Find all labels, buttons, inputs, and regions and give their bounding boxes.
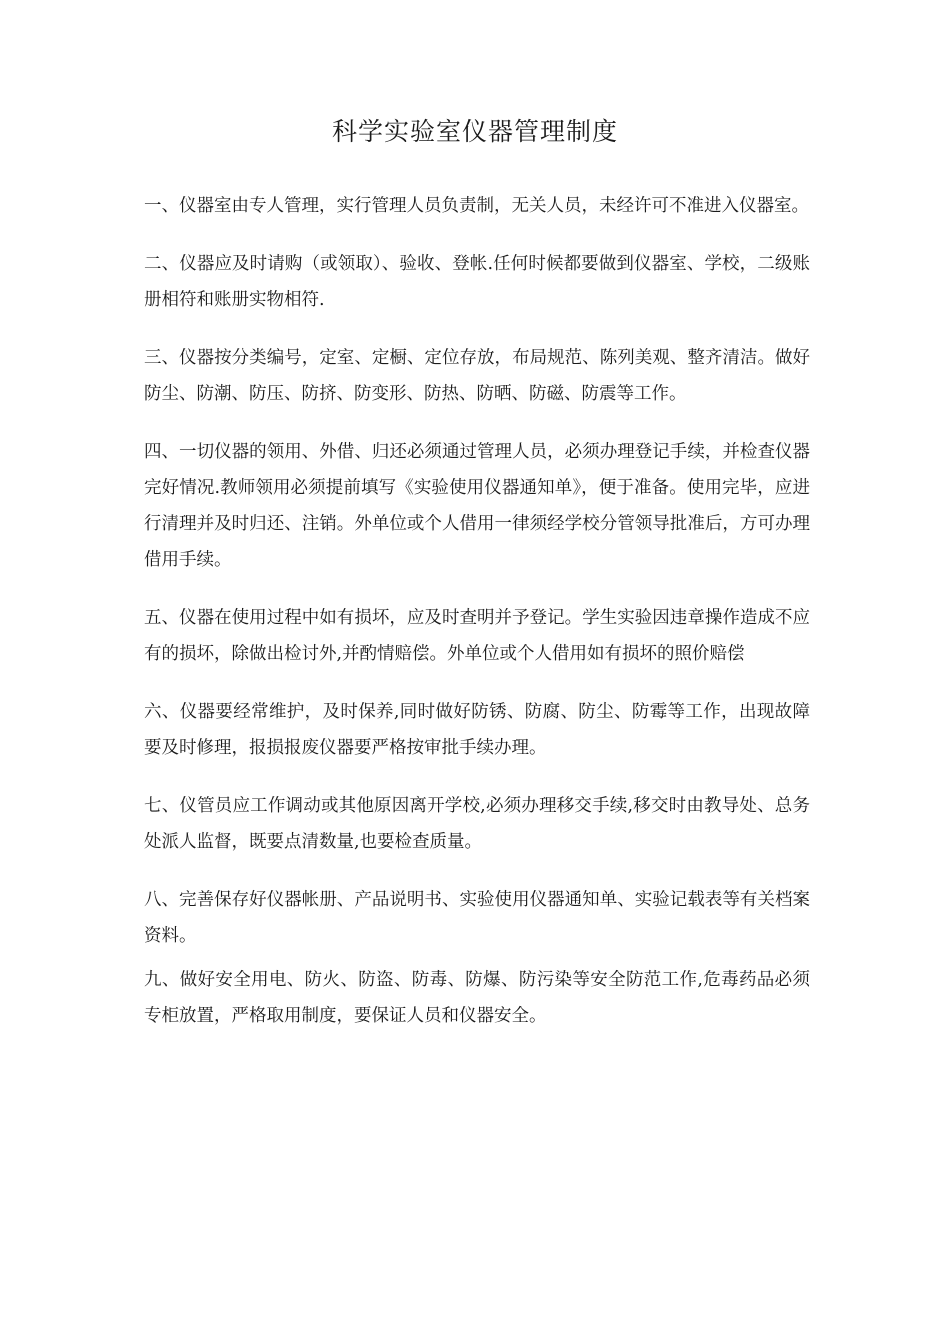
clause-4: 四、一切仪器的领用、外借、归还必须通过管理人员，必须办理登记手续，并检查仪器完好情况.教师领用必须提前填写《实验使用仪器通知单》，便于准备。使用完毕，应进行清理并及时归还、注销。外单位或个人借用一律须经学校分管领导批准后，方可办理借用手续。 [144,442,810,570]
clause-2: 二、仪器应及时请购（或领取）、验收、登帐.任何时候都要做到仪器室、学校，二级账册相符和账册实物相符. [144,254,810,310]
clause-5: 五、仪器在使用过程中如有损坏，应及时查明并予登记。学生实验因违章操作造成不应有的损坏，除做出检讨外,并酌情赔偿。外单位或个人借用如有损坏的照价赔偿 [144,608,810,664]
clause-1: 一、仪器室由专人管理，实行管理人员负责制，无关人员，未经许可不准进入仪器室。 [144,196,809,216]
document-title: 科学实验室仪器管理制度 [331,117,618,146]
clause-list [144,188,810,1056]
clause-3: 三、仪器按分类编号，定室、定橱、定位存放，布局规范、陈列美观、整齐清洁。做好防尘、防潮、防压、防挤、防变形、防热、防晒、防磁、防震等工作。 [144,348,810,404]
clause-6: 六、仪器要经常维护，及时保养,同时做好防锈、防腐、防尘、防霉等工作，出现故障要及时修理，报损报废仪器要严格按审批手续办理。 [144,702,810,758]
clause-7: 七、仪管员应工作调动或其他原因离开学校,必须办理移交手续,移交时由教导处、总务处派人监督，既要点清数量,也要检查质量。 [144,796,810,852]
clause-8: 八、完善保存好仪器帐册、产品说明书、实验使用仪器通知单、实验记载表等有关档案资料。 [144,890,810,946]
clause-9: 九、做好安全用电、防火、防盗、防毒、防爆、防污染等安全防范工作,危毒药品必须专柜放置，严格取用制度，要保证人员和仪器安全。 [144,970,810,1026]
